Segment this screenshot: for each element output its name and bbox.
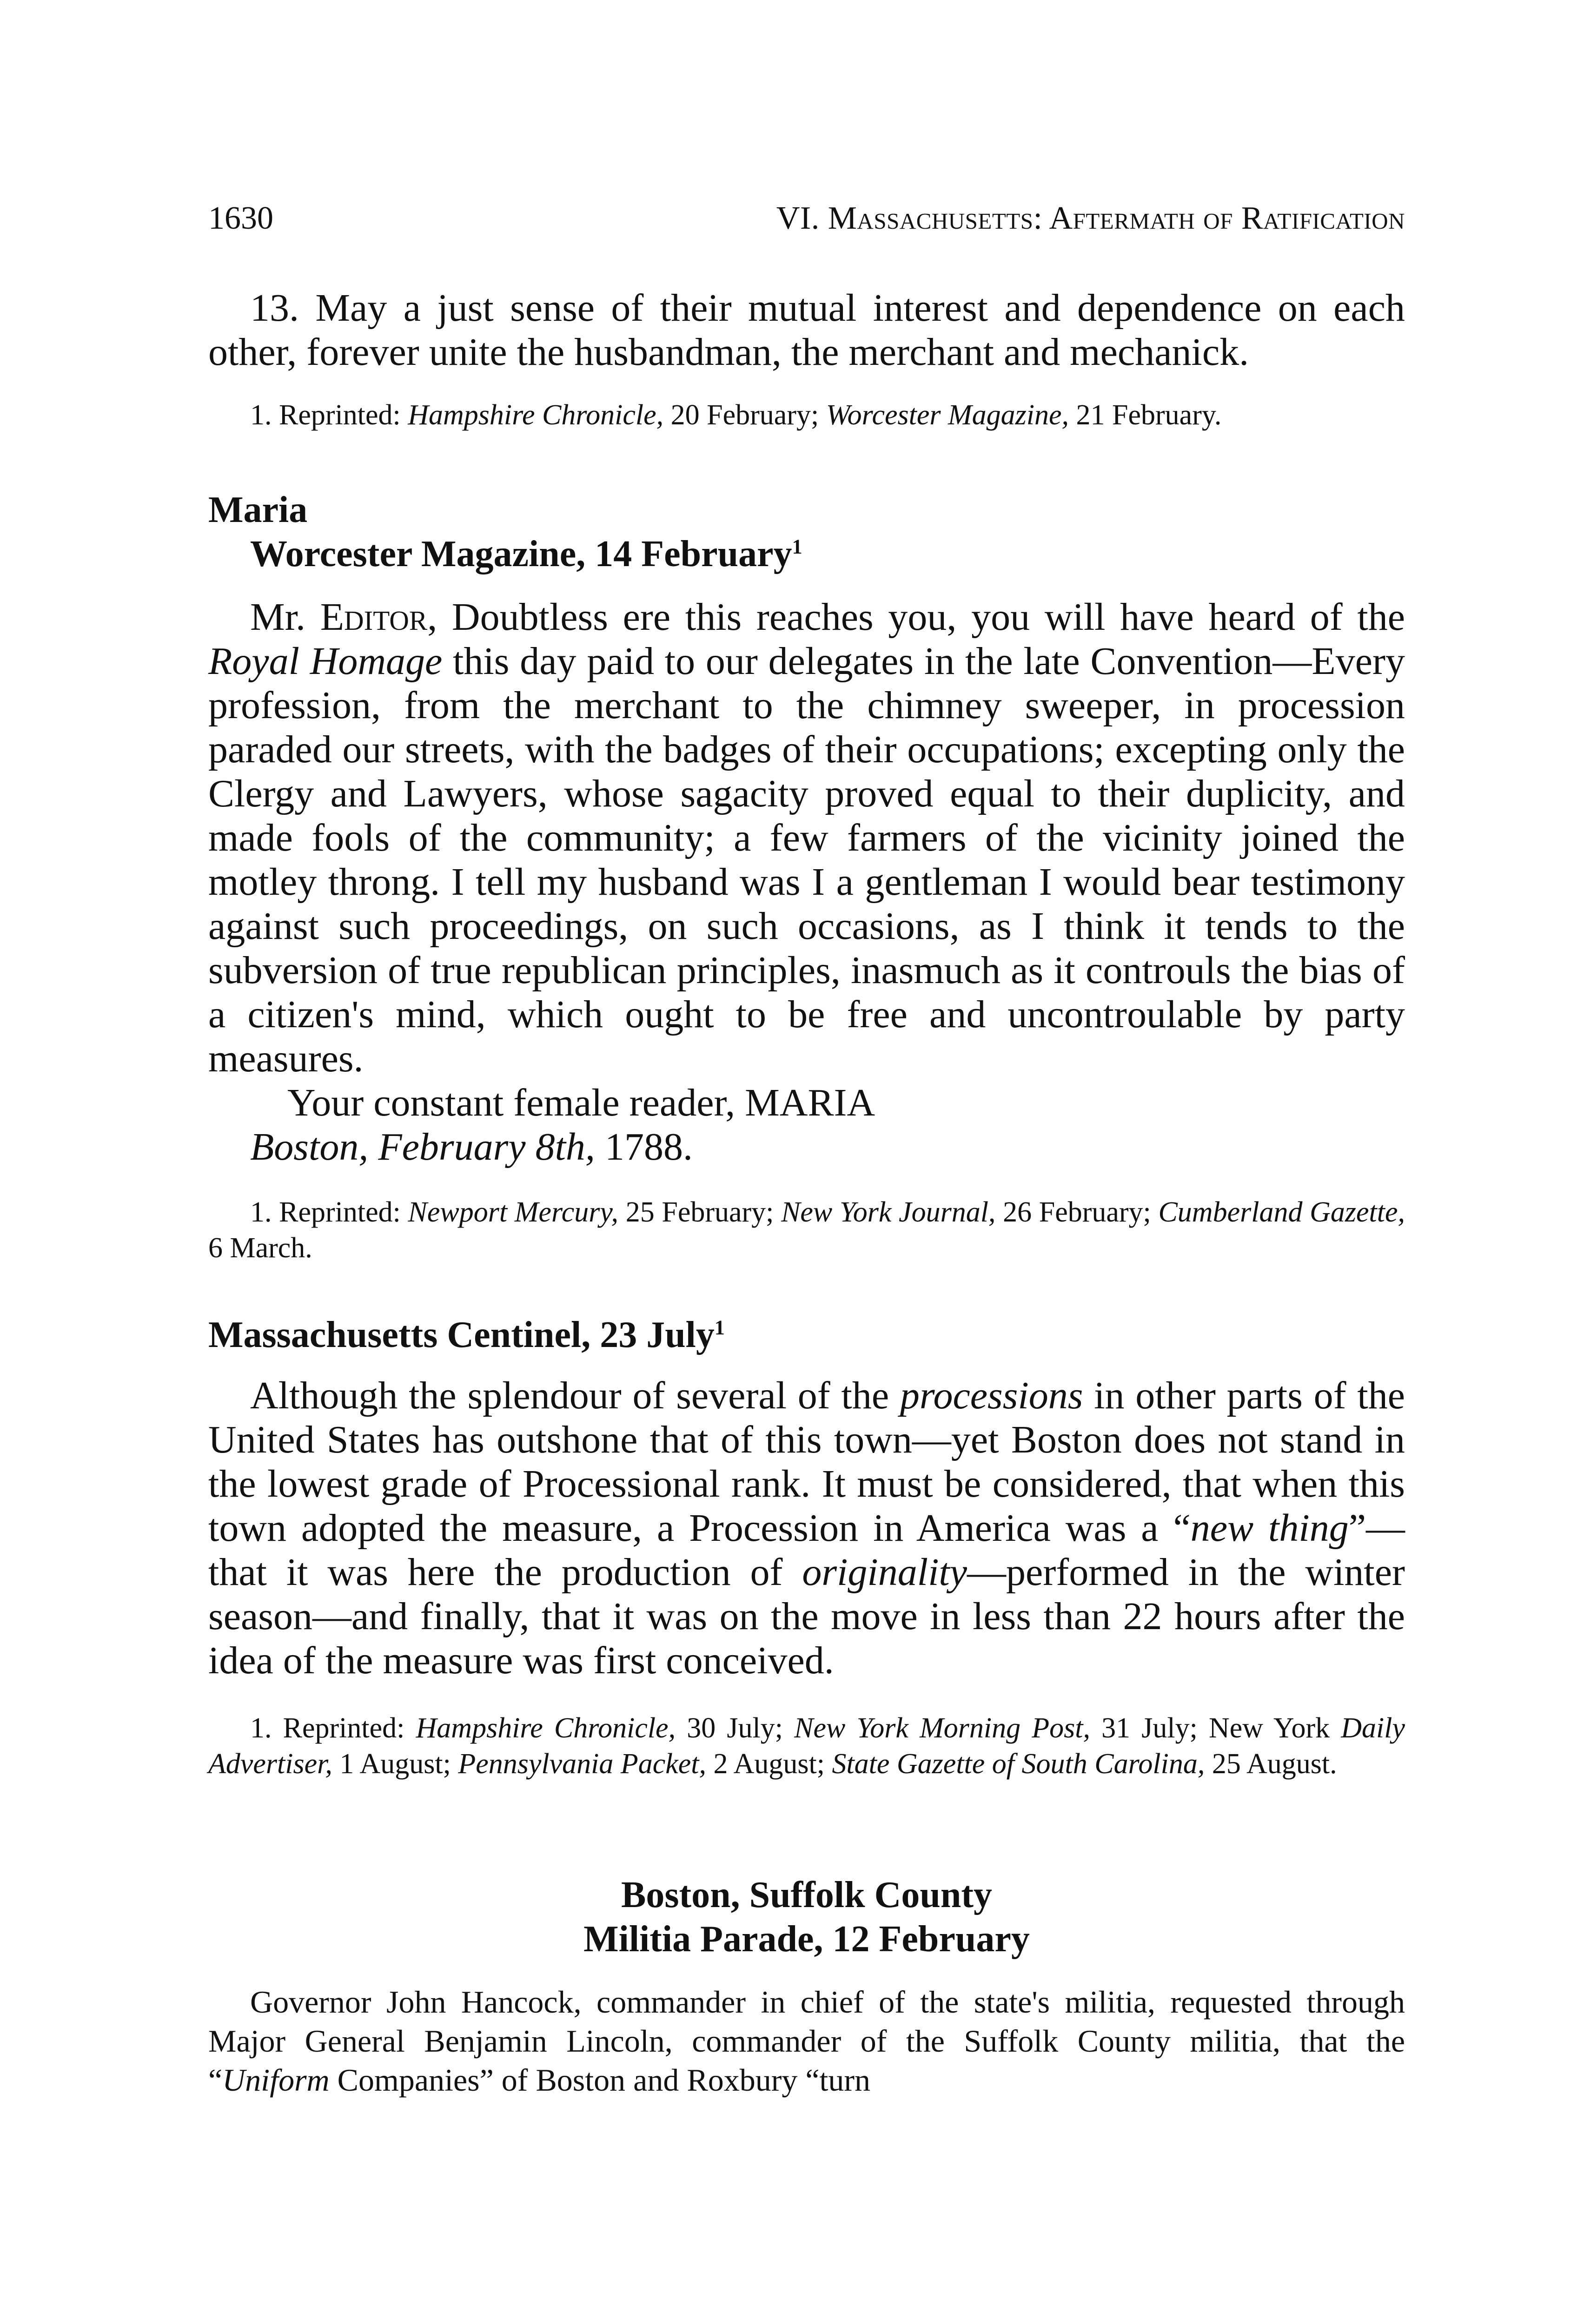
footnote-reprinted-2: 1. Reprinted: Newport Mercury, 25 February; New York Journal, 26 February; Cumberland Gazette, 6 March. [208, 1196, 1405, 1264]
page-number: 1630 [208, 200, 273, 236]
suffolk-subheading: Militia Parade, 12 February [583, 1919, 1030, 1960]
running-title: VI. Massachusetts: Aftermath of Ratification [776, 200, 1405, 236]
suffolk-heading: Boston, Suffolk County [621, 1875, 992, 1915]
footnote-reprinted-3: 1. Reprinted: Hampshire Chronicle, 30 July; New York Morning Post, 31 July; New York Daily Advertiser, 1 August; Pennsylvania Packet, 2 August; State Gazette of South Carolina, 25 August. [208, 1712, 1405, 1780]
toast-13 [208, 286, 1405, 374]
maria-section [208, 488, 1405, 1169]
maria-heading: Maria [208, 489, 308, 530]
centinel-body: Although the splendour of several of the processions in other parts of the United States has outshone that of this town—yet Boston does not stand in the lowest grade of Processional rank. It must be considered, that when this town adopted the measure, a Procession in America was a “new thing”—that it was here the production of originality—performed in the winter season—and finally, that it was on the move in less than 22 hours after the idea of the measure was first conceived. [208, 1374, 1405, 1682]
toast-13-text: 13. May a just sense of their mutual interest and dependence on each other, forever unite the husbandman, the merchant and mechanick. [208, 286, 1405, 374]
centinel-heading: Massachusetts Centinel, 23 July$^1$ [208, 1314, 725, 1355]
centinel-section [208, 1313, 1405, 1683]
maria-signoff: Your constant female reader, MARIA [287, 1081, 875, 1124]
document-page [208, 0, 1405, 2324]
suffolk-section [208, 1873, 1405, 2100]
footnote-reprinted-1: 1. Reprinted: Hampshire Chronicle, 20 February; Worcester Magazine, 21 February. [250, 399, 1222, 431]
maria-dateline: Boston, February 8th, 1788. [250, 1125, 693, 1169]
maria-letter-body: Mr. Editor, Doubtless ere this reaches you, you will have heard of the Royal Homage this day paid to our delegates in the late Convention—Every profession, from the merchant to the chimney sweeper, in procession paraded our streets, with the badges of their occupations; excepting only the Clergy and Lawyers, whose sagacity proved equal to their duplicity, and made fools of the community; a few farmers of the vicinity joined the motley throng. I tell my husband was I a gentleman I would bear testimony against such proceedings, on such occasions, as I think it tends to the subversion of true republican principles, inasmuch as it controuls the bias of a citizen's mind, which ought to be free and uncontroulable by party measures. [208, 595, 1405, 1080]
maria-subheading: Worcester Magazine, 14 February$^1$ [250, 534, 802, 574]
suffolk-body: Governor John Hancock, commander in chief of the state's militia, requested through Major General Benjamin Lincoln, commander of the Suffolk County militia, that the “Uniform Companies” of Boston and Roxbury “turn [208, 1984, 1405, 2098]
